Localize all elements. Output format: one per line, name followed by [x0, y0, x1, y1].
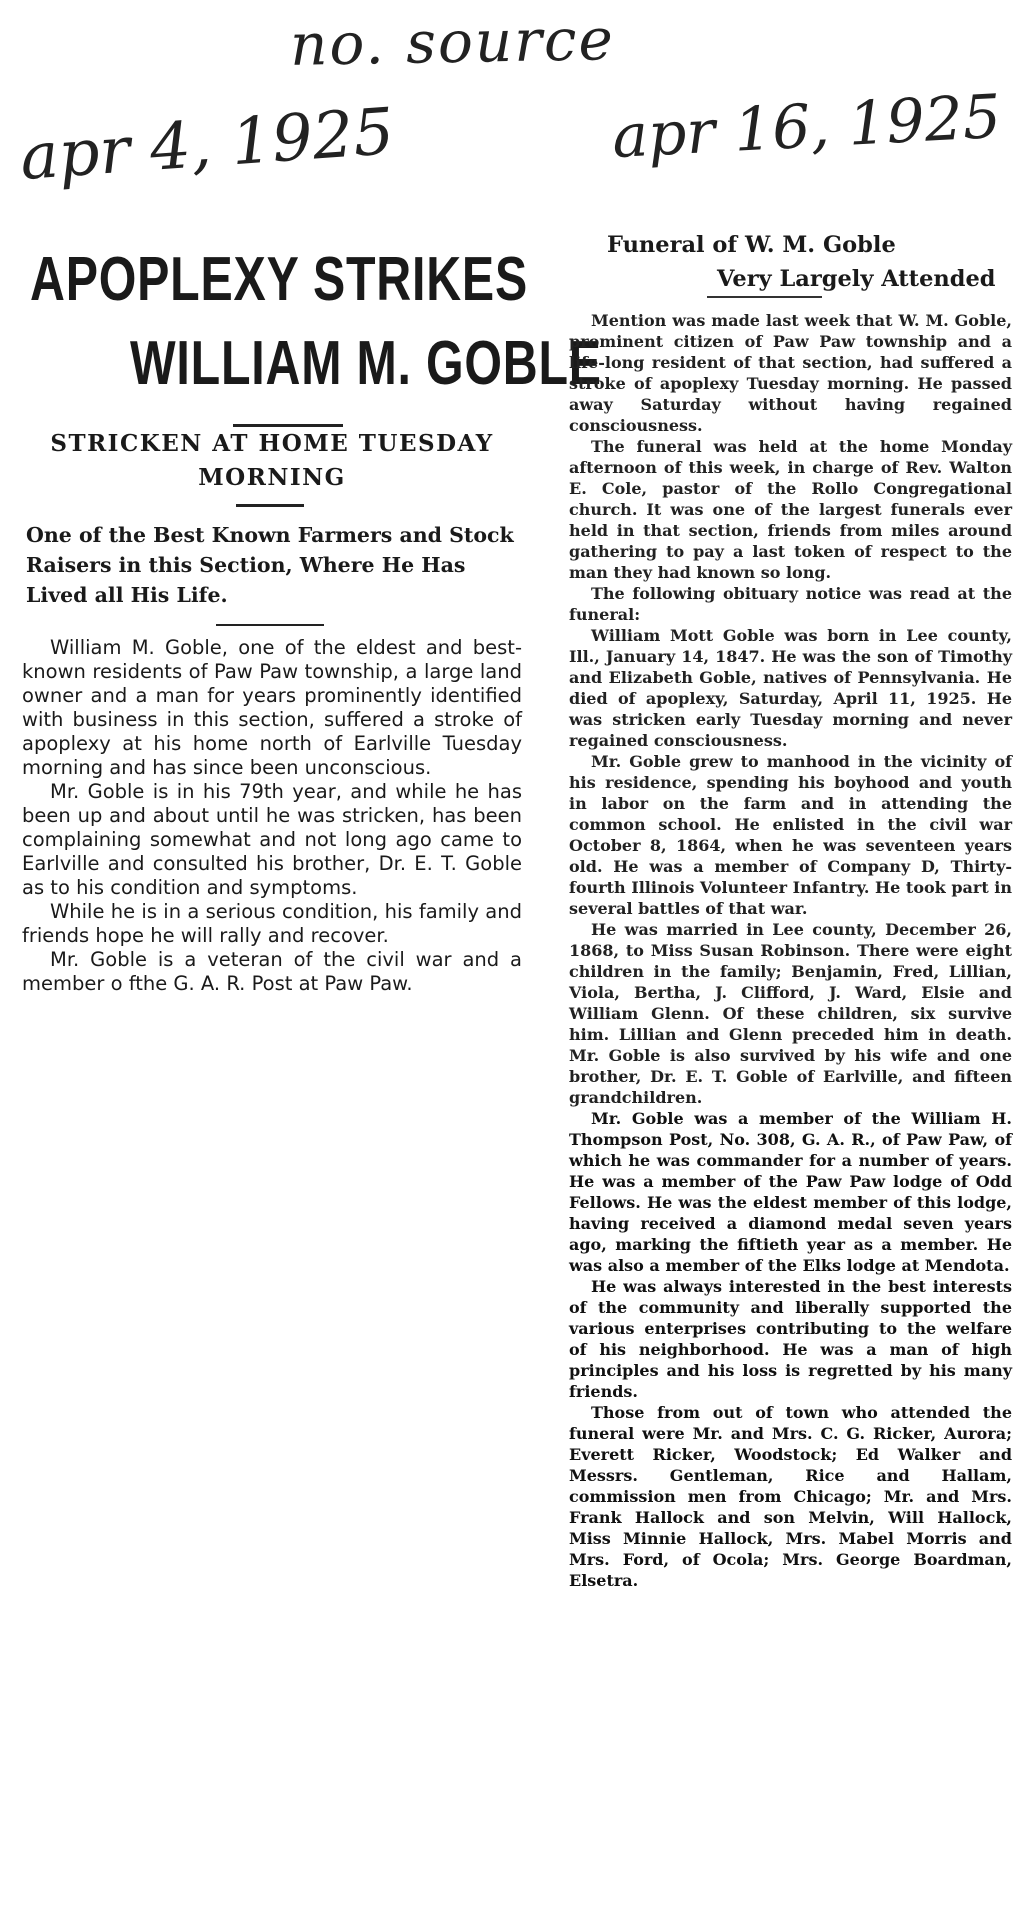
left-paragraph: William M. Goble, one of the eldest and best-known residents of Paw Paw township, a large land owner and a man for years prominently identified with business in this section, suffered a stroke of apoplexy at his home north of Earlville Tuesday morning and has since been unconscious.	[22, 636, 522, 779]
right-paragraph: He was married in Lee county, December 26, 1868, to Miss Susan Robinson. There were eight children in the family; Benjamin, Fred, Lillian, Viola, Bertha, J. Clifford, J. Ward, Elsie and William Glenn. Of these children, six survive him. Lillian and Glenn preceded him in death. Mr. Goble is also survived by his wife and one brother, Dr. E. T. Goble of Earlville, and fifteen grandchildren.	[569, 920, 1012, 1107]
left-headline-line2: WILLIAM M. GOBLE	[130, 329, 602, 398]
left-paragraph: While he is in a serious condition, his family and friends hope he will rally and recover.	[22, 900, 522, 947]
right-paragraph: Mr. Goble grew to manhood in the vicinity of his residence, spending his boyhood and youth in labor on the farm and in attending the common school. He enlisted in the civil war October 8, 1864, when he was seventeen years old. He was a member of Company D, Thirty-fourth Illinois Volunteer Infantry. He took part in several battles of that war.	[569, 752, 1012, 918]
left-clipping	[18, 232, 602, 1192]
handwritten-date-right: apr 16, 1925	[610, 81, 1003, 173]
subhead-divider	[236, 504, 304, 507]
handwritten-date-left: apr 4, 1925	[17, 95, 397, 195]
left-article-body	[22, 636, 522, 996]
right-paragraph: He was always interested in the best interests of the community and liberally supported the various enterprises contributing to the welfare of his neighborhood. He was a man of high principles and his loss is regretted by his many friends.	[569, 1277, 1012, 1401]
headline-divider	[233, 424, 343, 427]
right-headline-divider	[707, 296, 822, 298]
handwritten-source-note: no. source	[289, 5, 616, 79]
right-paragraph: The following obituary notice was read at the funeral:	[569, 584, 1012, 624]
left-subhead-line2: MORNING	[198, 464, 346, 491]
deck-divider	[216, 624, 324, 626]
left-subhead-line1: STRICKEN AT HOME TUESDAY	[50, 430, 494, 457]
left-paragraph: Mr. Goble is a veteran of the civil war and a member o fthe G. A. R. Post at Paw Paw.	[22, 948, 522, 995]
right-paragraph: Those from out of town who attended the funeral were Mr. and Mrs. C. G. Ricker, Aurora; Everett Ricker, Woodstock; Ed Walker and Messrs. Gentleman, Rice and Hallam, commission men from Chicago; Mr. and Mrs. Frank Hallock and son Melvin, Will Hallock, Miss Minnie Hallock, Mrs. Mabel Morris and Mrs. Ford, of Ocola; Mrs. George Boardman, Elsetra.	[569, 1403, 1012, 1590]
right-paragraph: William Mott Goble was born in Lee county, Ill., January 14, 1847. He was the son of Timothy and Elizabeth Goble, natives of Pennsylvania. He died of apoplexy, Saturday, April 11, 1925. He was stricken early Tuesday morning and never regained consciousness.	[569, 626, 1012, 750]
right-headline-line2: Very Largely Attended	[717, 266, 996, 292]
left-headline-line1: APOPLEXY STRIKES	[30, 245, 528, 314]
right-clipping	[547, 226, 1022, 1916]
right-paragraph: Mr. Goble was a member of the William H. Thompson Post, No. 308, G. A. R., of Paw Paw, of which he was commander for a number of years. He was a member of the Paw Paw lodge of Odd Fellows. He was the eldest member of this lodge, having received a diamond medal seven years ago, marking the fiftieth year as a member. He was also a member of the Elks lodge at Mendota.	[569, 1109, 1012, 1275]
left-paragraph: Mr. Goble is in his 79th year, and while he has been up and about until he was stricken, has been complaining somewhat and not long ago came to Earlville and consulted his brother, Dr. E. T. Goble as to his condition and symptoms.	[22, 780, 522, 899]
right-paragraph: Mention was made last week that W. M. Goble, prominent citizen of Paw Paw township and a life-long resident of that section, had suffered a stroke of apoplexy Tuesday morning. He passed away Saturday without having regained consciousness.	[569, 311, 1012, 435]
left-deck: One of the Best Known Farmers and Stock Raisers in this Section, Where He Has Lived all His Life.	[26, 523, 514, 607]
right-headline-line1: Funeral of W. M. Goble	[607, 232, 896, 258]
right-paragraph: The funeral was held at the home Monday afternoon of this week, in charge of Rev. Walton E. Cole, pastor of the Rollo Congregational church. It was one of the largest funerals ever held in that section, friends from miles around gathering to pay a last token of respect to the man they had known so long.	[569, 437, 1012, 582]
right-article-body	[569, 310, 1012, 1591]
